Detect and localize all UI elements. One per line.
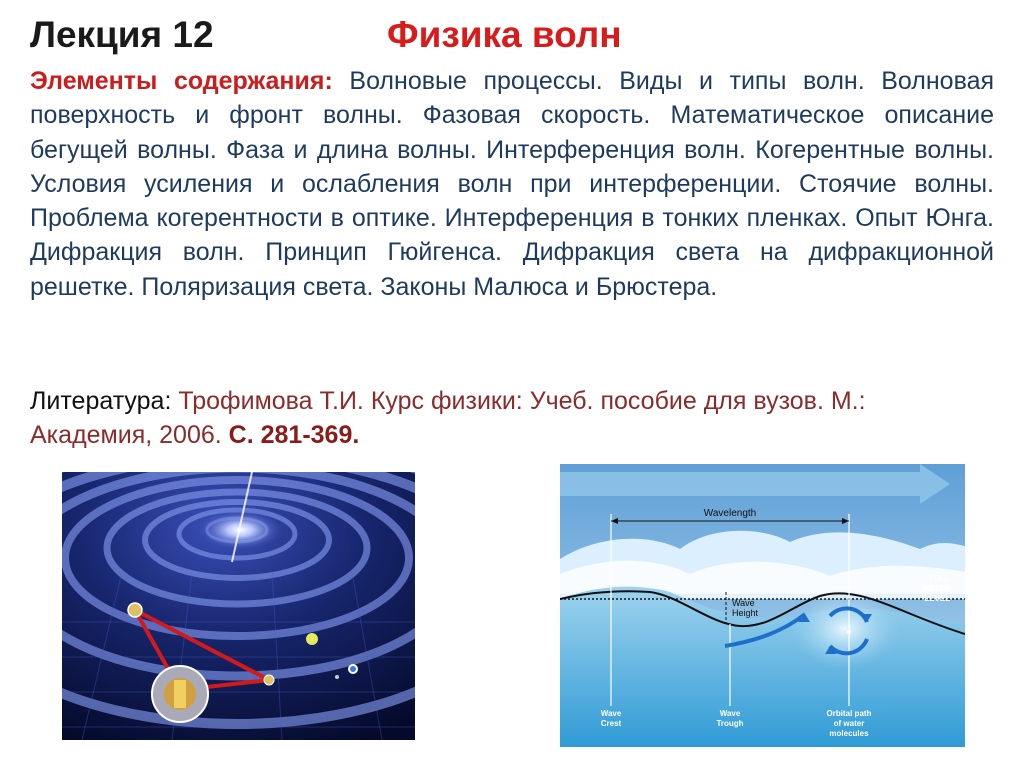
content-paragraph [30, 64, 994, 304]
literature-paragraph [30, 384, 994, 452]
water-wave-diagram [560, 464, 965, 747]
orbital-path-label-2: of water [833, 719, 865, 728]
wave-height-label-2: Height [732, 608, 759, 618]
wave-height-label-1: Wave [732, 598, 755, 608]
gravitational-waves-image [62, 472, 415, 740]
wavelength-label: Wavelength [703, 508, 757, 519]
still-water-level-label-2: WATER [921, 584, 950, 593]
content-label: Элементы содержания: [30, 67, 333, 95]
still-water-level-label-3: LEVEL [924, 594, 950, 603]
orbital-path-label-1: Orbital path [826, 709, 872, 718]
wave-crest-label-2: Crest [600, 719, 622, 728]
wave-trough-label-2: Trough [716, 719, 744, 728]
wave-trough-label-1: Wave [719, 709, 741, 718]
literature-label: Литература: [30, 387, 172, 415]
still-water-level-label-1: STILL [927, 574, 950, 583]
literature-pages: С. 281-369. [228, 421, 360, 449]
lecture-number: Лекция 12 [30, 14, 214, 55]
content-text: Волновые процессы. Виды и типы волн. Волновая поверхность и фронт волны. Фазовая скорость. Математическое описание бегущей волны. Фаза и длина волны. Интерференция волн. Когерентные волны. Условия усиления и ослабления волн при интерференции. Стоячие волны. Проблема когерентности в оптике. Интерференция в тонких пленках. Опыт Юнга. Дифракция волн. Принцип Гюйгенса. Дифракция света на дифракционной решетке. Поляризация света. Законы Малюса и Брюстера. [30, 67, 995, 301]
lecture-title: Физика волн [387, 14, 622, 55]
orbital-path-label-3: molecules [829, 729, 869, 738]
wave-crest-label-1: Wave [600, 709, 622, 718]
literature-text: Трофимова Т.И. Курс физики: Учеб. пособие для вузов. М.: Академия, 2006. [30, 387, 866, 449]
